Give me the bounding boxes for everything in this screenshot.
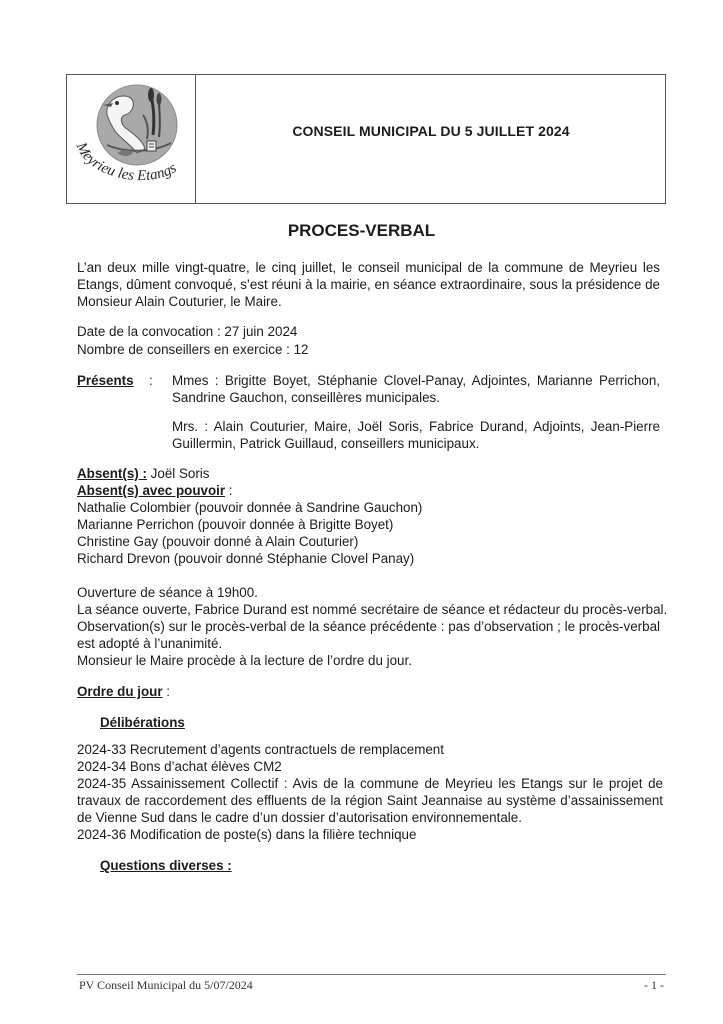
pouvoir-item: Marianne Perrichon (pouvoir donnée à Brigitte Boyet): [77, 517, 394, 532]
footer-divider: [77, 974, 666, 975]
presents-heading: [77, 372, 134, 389]
pouvoir-item: Nathalie Colombier (pouvoir donnée à Sandrine Gauchon): [77, 500, 423, 515]
presents-mrs: Mrs. : Alain Couturier, Maire, Joël Soris, Fabrice Durand, Adjoints, Jean-Pierre Guillermin, Patrick Guillaud, conseillers municipaux.: [172, 419, 660, 451]
ordre-colon: :: [162, 684, 171, 699]
ordre-heading: [77, 683, 170, 700]
intro-paragraph: L’an deux mille vingt-quatre, le cinq juillet, le conseil municipal de la commune de Meyrieu les Etangs, dûment convoqué, s’est réuni à la mairie, en séance extraordinaire, sous la présidence de Monsieur Alain Couturier, le Maire.: [77, 260, 660, 309]
ordre-label: Ordre du jour: [77, 684, 163, 699]
deliberations-label: Délibérations: [100, 715, 185, 730]
agenda-item: 2024-34 Bons d’achat élèves CM2: [77, 759, 282, 774]
absents-pouvoir-label: Absent(s) avec pouvoir: [77, 483, 226, 498]
seance-lecture: Monsieur le Maire procède à la lecture de l’ordre du jour.: [77, 653, 412, 668]
presents-mmes: Mmes : Brigitte Boyet, Stéphanie Clovel-Panay, Adjointes, Marianne Perrichon, Sandrine Gauchon, conseillères municipales.: [172, 373, 660, 405]
seance-ouverture: Ouverture de séance à 19h00.: [77, 585, 258, 600]
seance-observation: Observation(s) sur le procès-verbal de la séance précédente : pas d’observation ; le procès-verbal est adopté à l’unanimité.: [77, 619, 660, 651]
convocation-date: Date de la convocation : 27 juin 2024: [77, 324, 298, 339]
presents-label: Présents: [77, 373, 134, 388]
deliberations-heading: [100, 714, 185, 731]
questions-heading: [100, 857, 232, 874]
absents-pouvoir-colon: :: [225, 483, 233, 498]
agenda-item: 2024-36 Modification de poste(s) dans la filière technique: [77, 827, 417, 842]
footer-title: PV Conseil Municipal du 5/07/2024: [79, 978, 253, 992]
absents-pouvoir-line: [77, 482, 233, 499]
absents-names: Joël Soris: [150, 466, 210, 481]
seance-secretaire: La séance ouverte, Fabrice Durand est nommé secrétaire de séance et rédacteur du procès-verbal.: [77, 602, 668, 617]
header-box: [66, 74, 666, 204]
pouvoir-item: Christine Gay (pouvoir donné à Alain Couturier): [77, 534, 359, 549]
presents-colon: :: [149, 373, 153, 388]
absents-line: [77, 465, 209, 482]
pouvoir-item: Richard Drevon (pouvoir donné Stéphanie Clovel Panay): [77, 551, 415, 566]
agenda-item: 2024-33 Recrutement d’agents contractuels de remplacement: [77, 742, 444, 757]
page-number: - 1 -: [644, 978, 664, 992]
council-count: Nombre de conseillers en exercice : 12: [77, 342, 309, 357]
commune-logo: [67, 75, 196, 203]
council-title: CONSEIL MUNICIPAL DU 5 JUILLET 2024: [292, 123, 570, 139]
agenda-item: 2024-35 Assainissement Collectif : Avis de la commune de Meyrieu les Etangs sur le projet de travaux de raccordement des effluents de la région Saint Jeannaise au système d’assainissement de Vienne Sud dans le cadre d’un dossier d’autorisation environnementale.: [77, 776, 663, 825]
absents-label: Absent(s) :: [77, 466, 147, 481]
questions-label: Questions diverses :: [100, 858, 232, 873]
document-title: PROCES-VERBAL: [287, 221, 436, 240]
logo-emblem-icon: [67, 75, 196, 203]
logo-text: Meyrieu les Etangs: [72, 140, 180, 185]
